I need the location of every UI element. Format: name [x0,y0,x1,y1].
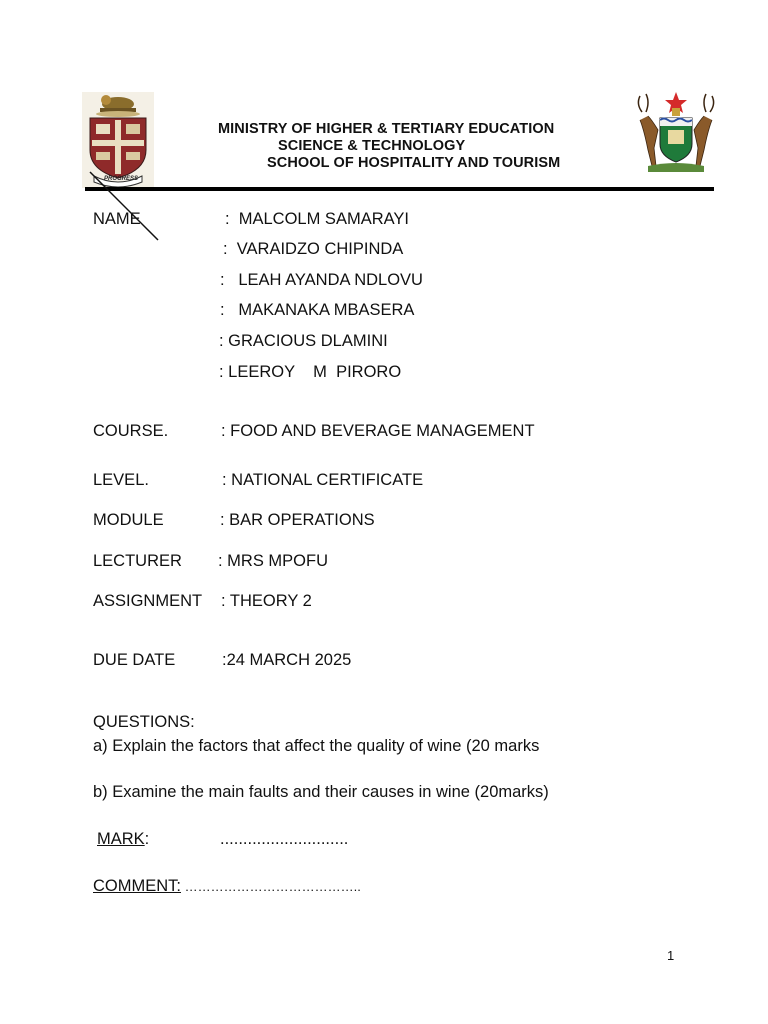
header-divider [85,187,714,191]
due-date-label: DUE DATE [93,651,176,669]
mark-colon: : [144,830,150,848]
school-line: SCHOOL OF HOSPITALITY AND TOURISM [267,155,561,171]
group-member: : VARAIDZO CHIPINDA [223,240,404,258]
coat-of-arms-logo [630,90,722,174]
page-number: 1 [667,948,675,963]
questions-heading: QUESTIONS: [93,713,195,731]
group-member: : LEAH AYANDA NDLOVU [220,271,423,289]
level-value: : NATIONAL CERTIFICATE [222,471,424,489]
question-b: b) Examine the main faults and their causes in wine (20marks) [93,783,549,801]
comment-row [93,877,361,896]
science-line: SCIENCE & TECHNOLOGY [278,138,466,154]
course-value: : FOOD AND BEVERAGE MANAGEMENT [221,422,535,440]
mark-label: MARK [97,830,145,848]
ministry-line: MINISTRY OF HIGHER & TERTIARY EDUCATION [218,121,555,137]
question-a: a) Explain the factors that affect the quality of wine (20 marks [93,737,540,755]
comment-label: COMMENT: [93,877,181,895]
mark-row [97,830,149,849]
diagonal-stroke [88,170,162,244]
level-label: LEVEL. [93,471,149,489]
due-date-value: :24 MARCH 2025 [222,651,352,669]
assignment-label: ASSIGNMENT [93,592,203,610]
mark-dots: ............................ [220,830,349,848]
comment-dots: ………………………………….. [181,879,361,894]
group-member: : LEEROY M PIRORO [219,363,402,381]
group-member: : GRACIOUS DLAMINI [219,332,388,350]
lecturer-value: : MRS MPOFU [218,552,328,570]
name-label: NAME [93,210,141,228]
assignment-value: : THEORY 2 [221,592,312,610]
module-value: : BAR OPERATIONS [220,511,375,529]
group-member: : MALCOLM SAMARAYI [225,210,409,228]
module-label: MODULE [93,511,164,529]
course-label: COURSE. [93,422,169,440]
crest-motto: PROGRESS [104,176,139,182]
group-member: : MAKANAKA MBASERA [220,301,415,319]
lecturer-label: LECTURER [93,552,182,570]
